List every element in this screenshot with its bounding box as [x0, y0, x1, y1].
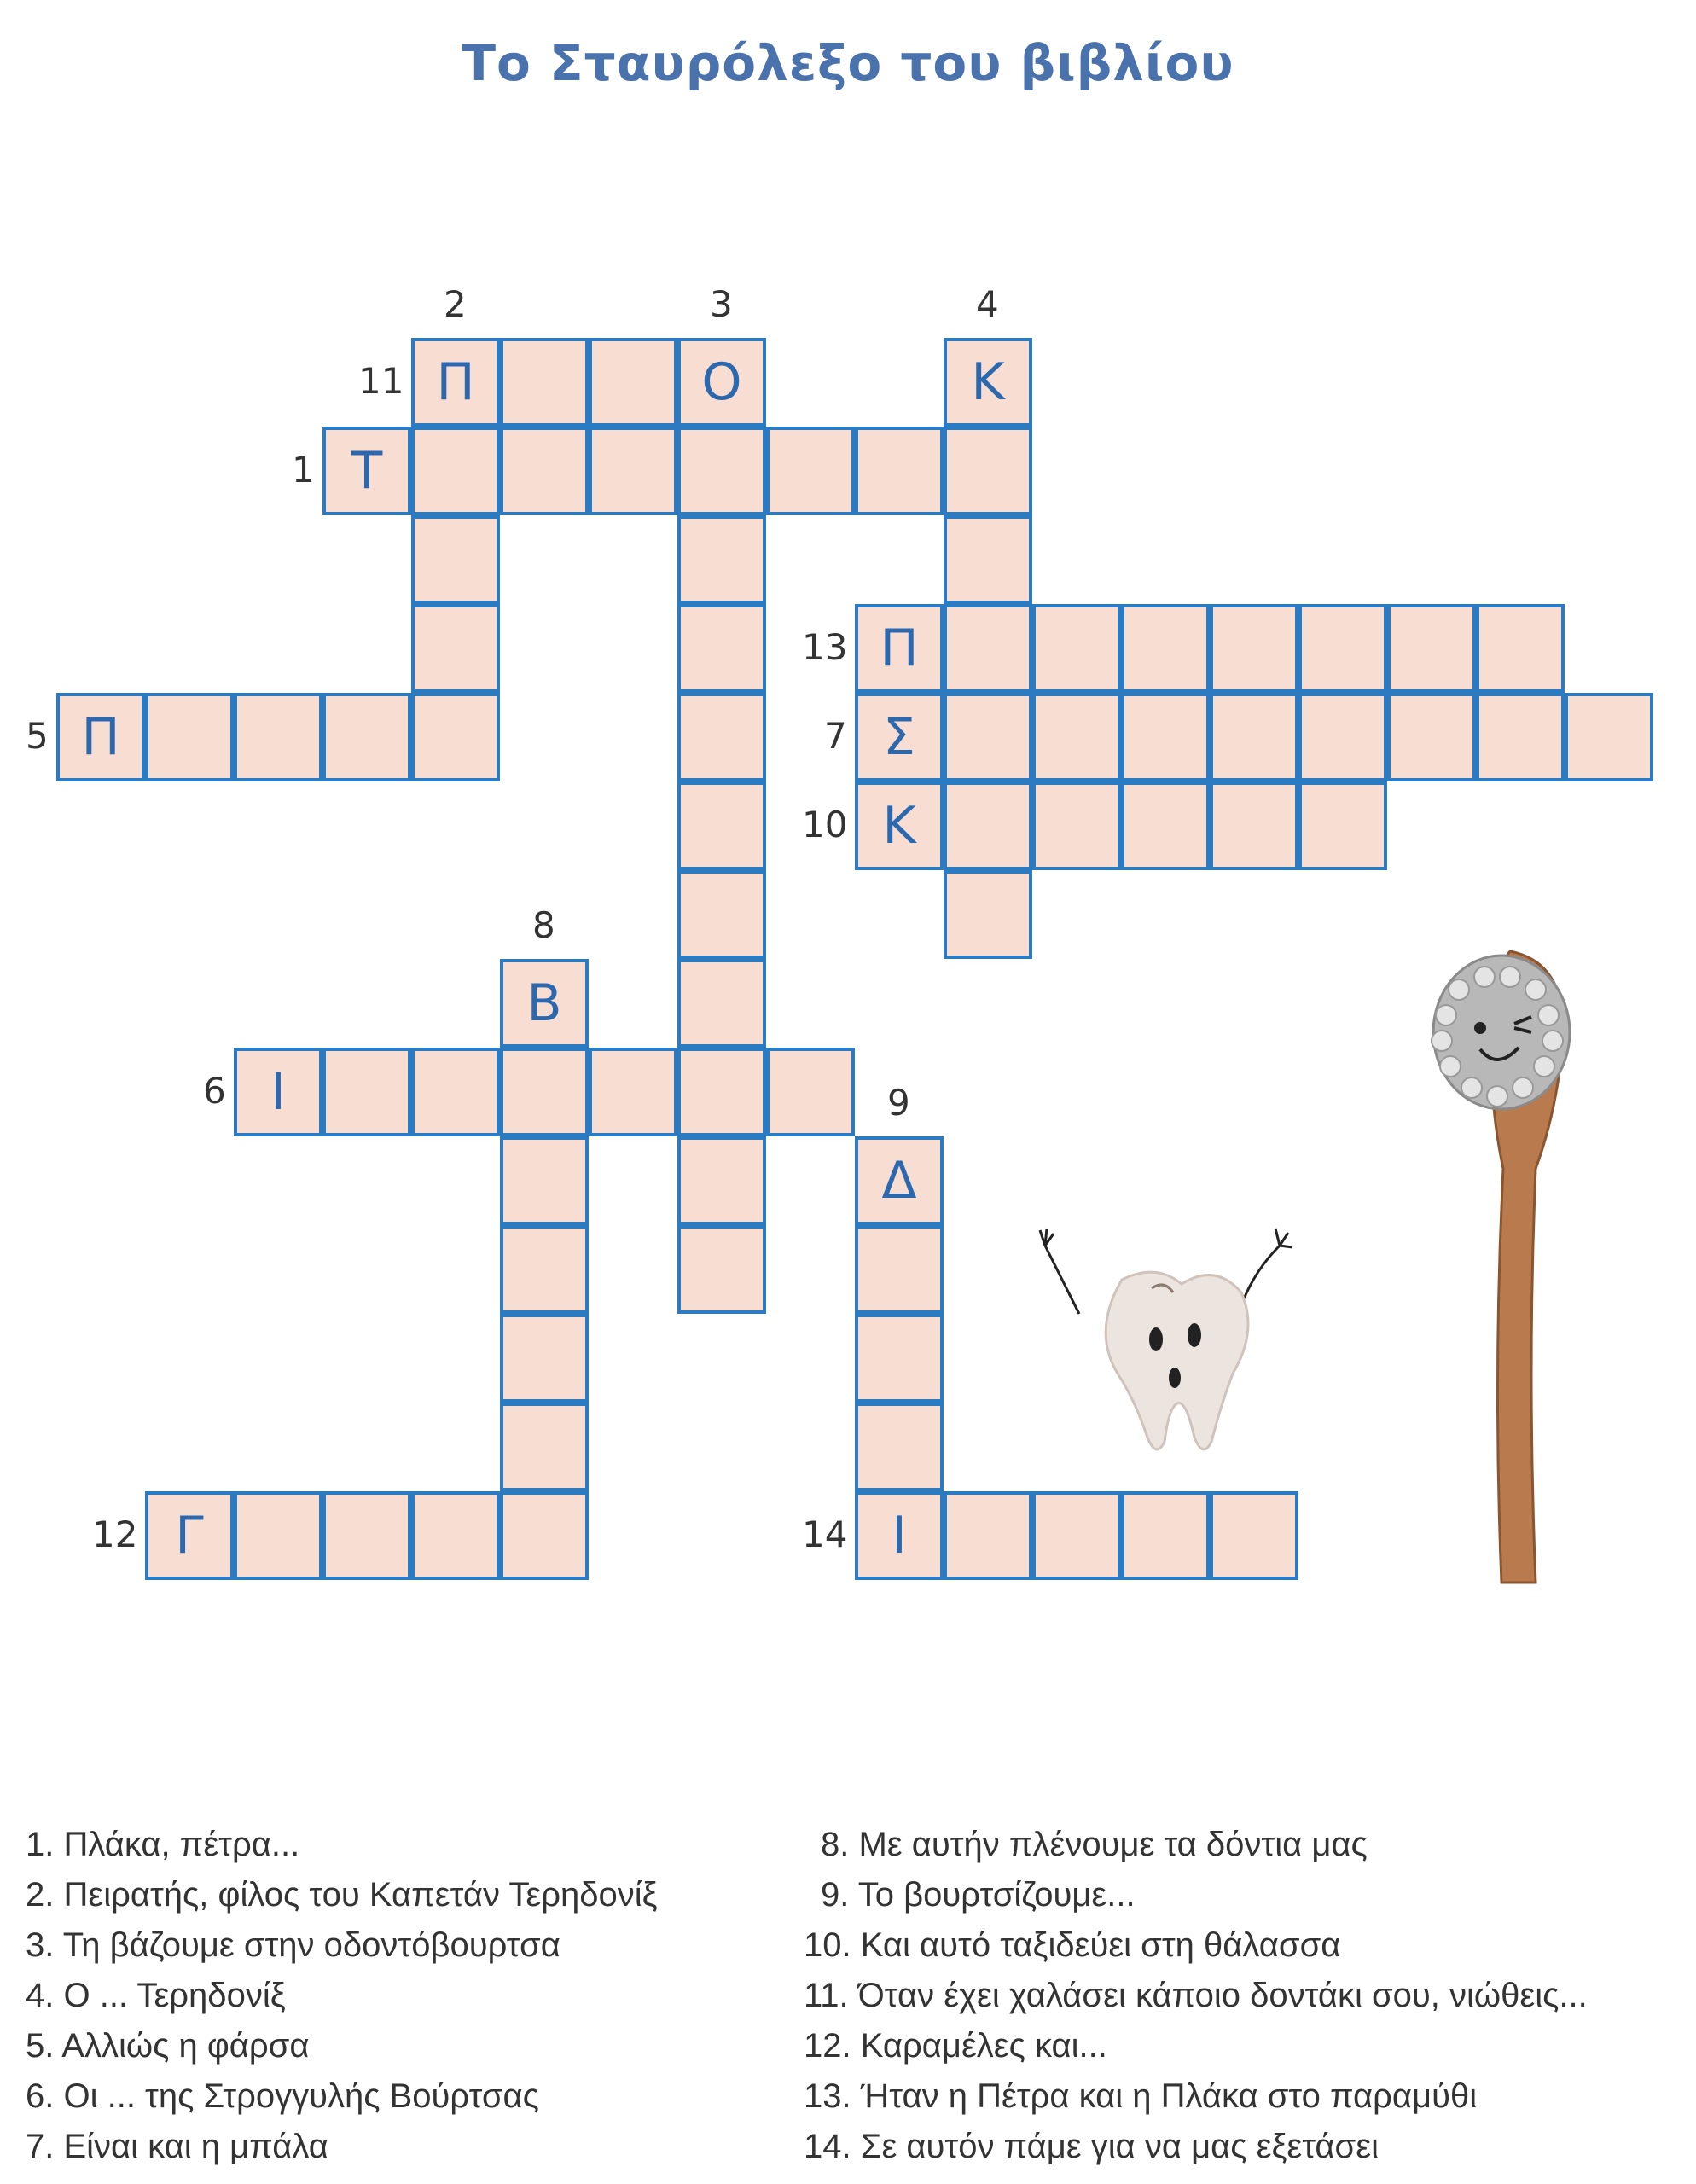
- page-title: Το Σταυρόλεξο του βιβλίου: [462, 34, 1234, 92]
- crossword-cell[interactable]: [1298, 604, 1387, 693]
- tooth-character-icon: [1028, 1211, 1301, 1467]
- crossword-cell[interactable]: [855, 1403, 944, 1491]
- crossword-cell[interactable]: [855, 427, 944, 515]
- crossword-cell[interactable]: [322, 693, 411, 781]
- clue-item: 13. Ήταν η Πέτρα και η Πλάκα στο παραμύθι: [804, 2077, 1478, 2115]
- crossword-cell[interactable]: [411, 693, 500, 781]
- crossword-cell[interactable]: [322, 1491, 411, 1580]
- crossword-cell[interactable]: Ο: [677, 338, 766, 427]
- crossword-cell[interactable]: Π: [56, 693, 145, 781]
- clue-item: 7. Είναι και η μπάλα: [26, 2128, 328, 2165]
- crossword-cell[interactable]: [1121, 781, 1210, 870]
- crossword-cell[interactable]: Δ: [855, 1136, 944, 1225]
- clue-number: 14: [802, 1513, 848, 1555]
- crossword-cell[interactable]: [944, 781, 1032, 870]
- crossword-cell[interactable]: [1210, 604, 1298, 693]
- clue-item: 11. Όταν έχει χαλάσει κάποιο δοντάκι σου, νιώθεις...: [804, 1977, 1588, 2014]
- crossword-cell[interactable]: [1387, 604, 1476, 693]
- crossword-cell[interactable]: [500, 1225, 589, 1314]
- clue-item: 1. Πλάκα, πέτρα...: [26, 1826, 300, 1863]
- crossword-cell[interactable]: [677, 515, 766, 604]
- crossword-cell[interactable]: Ι: [234, 1048, 322, 1136]
- crossword-cell[interactable]: [500, 1048, 589, 1136]
- crossword-cell[interactable]: [944, 515, 1032, 604]
- crossword-cell[interactable]: [677, 959, 766, 1048]
- crossword-cell[interactable]: [677, 870, 766, 959]
- crossword-cell[interactable]: [500, 1314, 589, 1403]
- crossword-cell[interactable]: [500, 338, 589, 427]
- clue-number: 8: [532, 904, 555, 946]
- crossword-cell[interactable]: [944, 604, 1032, 693]
- clue-item: 5. Αλλιώς η φάρσα: [26, 2027, 310, 2065]
- clue-item: 8. Με αυτήν πλένουμε τα δόντια μας: [821, 1826, 1368, 1863]
- crossword-cell[interactable]: [589, 427, 677, 515]
- crossword-cell[interactable]: [322, 1048, 411, 1136]
- clue-number: 10: [802, 804, 848, 845]
- clue-number: 7: [824, 715, 847, 757]
- crossword-cell[interactable]: [1210, 693, 1298, 781]
- crossword-cell[interactable]: [589, 338, 677, 427]
- crossword-cell[interactable]: [1387, 693, 1476, 781]
- crossword-cell[interactable]: [1032, 693, 1121, 781]
- crossword-cell[interactable]: [677, 604, 766, 693]
- crossword-cell[interactable]: Π: [411, 338, 500, 427]
- crossword-cell[interactable]: [677, 781, 766, 870]
- toothbrush-character-icon: [1408, 947, 1595, 1587]
- clue-item: 9. Το βουρτσίζουμε...: [821, 1876, 1136, 1914]
- crossword-cell[interactable]: Γ: [145, 1491, 234, 1580]
- crossword-cell[interactable]: [500, 1403, 589, 1491]
- clue-item: 10. Και αυτό ταξιδεύει στη θάλασσα: [804, 1926, 1341, 1964]
- clue-item: 12. Καραμέλες και...: [804, 2027, 1107, 2065]
- crossword-cell[interactable]: [145, 693, 234, 781]
- crossword-cell[interactable]: [411, 604, 500, 693]
- clue-item: 4. Ο ... Τερηδονίξ: [26, 1977, 286, 2014]
- clue-number: 13: [802, 626, 848, 668]
- crossword-cell[interactable]: [1121, 604, 1210, 693]
- crossword-cell[interactable]: [1210, 781, 1298, 870]
- crossword-cell[interactable]: [944, 1491, 1032, 1580]
- clue-number: 12: [92, 1513, 138, 1555]
- crossword-cell[interactable]: [944, 427, 1032, 515]
- clue-item: 2. Πειρατής, φίλος του Καπετάν Τερηδονίξ: [26, 1876, 658, 1914]
- crossword-cell[interactable]: [1565, 693, 1653, 781]
- crossword-cell[interactable]: [234, 1491, 322, 1580]
- crossword-cell[interactable]: Κ: [944, 338, 1032, 427]
- crossword-cell[interactable]: [1210, 1491, 1298, 1580]
- clue-item: 6. Οι ... της Στρογγυλής Βούρτσας: [26, 2077, 539, 2115]
- crossword-cell[interactable]: [677, 1048, 766, 1136]
- crossword-cell[interactable]: Β: [500, 959, 589, 1048]
- clue-number: 4: [976, 283, 999, 325]
- crossword-cell[interactable]: [1298, 781, 1387, 870]
- clue-number: 2: [444, 283, 467, 325]
- clue-item: 14. Σε αυτόν πάμε για να μας εξετάσει: [804, 2128, 1379, 2165]
- crossword-cell[interactable]: [411, 427, 500, 515]
- clue-item: 3. Τη βάζουμε στην οδοντόβουρτσα: [26, 1926, 560, 1964]
- crossword-cell[interactable]: [1121, 693, 1210, 781]
- crossword-cell[interactable]: [411, 1048, 500, 1136]
- crossword-cell[interactable]: [677, 1136, 766, 1225]
- crossword-cell[interactable]: [589, 1048, 677, 1136]
- crossword-cell[interactable]: [1476, 604, 1565, 693]
- crossword-cell[interactable]: [500, 1491, 589, 1580]
- crossword-cell[interactable]: Σ: [855, 693, 944, 781]
- crossword-cell[interactable]: Κ: [855, 781, 944, 870]
- crossword-cell[interactable]: [411, 1491, 500, 1580]
- crossword-cell[interactable]: [1298, 693, 1387, 781]
- crossword-cell[interactable]: [766, 1048, 855, 1136]
- crossword-cell[interactable]: [1121, 1491, 1210, 1580]
- crossword-cell[interactable]: [1476, 693, 1565, 781]
- crossword-cell[interactable]: [766, 427, 855, 515]
- crossword-cell[interactable]: [944, 693, 1032, 781]
- crossword-cell[interactable]: [855, 1225, 944, 1314]
- crossword-cell[interactable]: [411, 515, 500, 604]
- clue-number: 3: [710, 283, 733, 325]
- clue-number: 5: [26, 715, 49, 757]
- crossword-cell[interactable]: [677, 693, 766, 781]
- clue-number: 6: [203, 1070, 226, 1112]
- crossword-cell[interactable]: Ι: [855, 1491, 944, 1580]
- crossword-cell[interactable]: [1032, 781, 1121, 870]
- clue-number: 11: [358, 360, 404, 402]
- crossword-cell[interactable]: [677, 427, 766, 515]
- crossword-cell[interactable]: [1032, 1491, 1121, 1580]
- crossword-cell[interactable]: [500, 427, 589, 515]
- crossword-cell[interactable]: Τ: [322, 427, 411, 515]
- crossword-cell[interactable]: [500, 1136, 589, 1225]
- crossword-cell[interactable]: [944, 870, 1032, 959]
- clue-number: 1: [292, 449, 315, 491]
- crossword-cell[interactable]: Π: [855, 604, 944, 693]
- crossword-cell[interactable]: [1032, 604, 1121, 693]
- clue-number: 9: [887, 1082, 910, 1124]
- crossword-cell[interactable]: [855, 1314, 944, 1403]
- crossword-cell[interactable]: [677, 1225, 766, 1314]
- crossword-cell[interactable]: [234, 693, 322, 781]
